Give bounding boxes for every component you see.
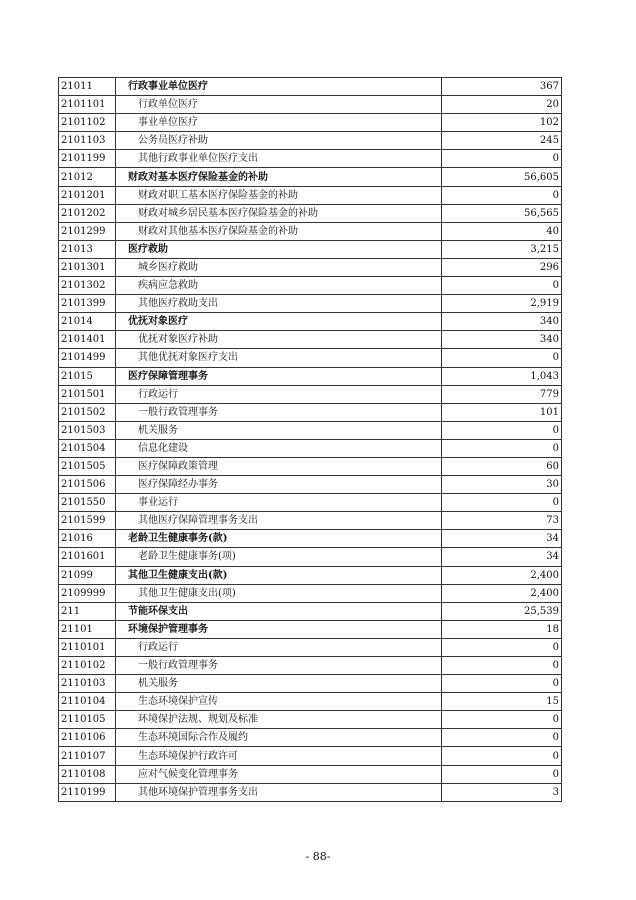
code-cell: 2101506 bbox=[59, 476, 116, 494]
table-row bbox=[59, 313, 562, 331]
name-cell: 财政对职工基本医疗保险基金的补助 bbox=[116, 186, 442, 204]
name-cell: 一般行政管理事务 bbox=[116, 657, 442, 675]
table-row bbox=[59, 295, 562, 313]
code-cell: 2101299 bbox=[59, 222, 116, 240]
amount-cell: 0 bbox=[442, 675, 562, 693]
code-cell: 21099 bbox=[59, 566, 116, 584]
name-cell: 其他优抚对象医疗支出 bbox=[116, 349, 442, 367]
table-row bbox=[59, 421, 562, 439]
amount-cell: 15 bbox=[442, 693, 562, 711]
code-cell: 21013 bbox=[59, 240, 116, 258]
table-row bbox=[59, 258, 562, 276]
code-cell: 21011 bbox=[59, 78, 116, 96]
name-cell: 行政单位医疗 bbox=[116, 96, 442, 114]
name-cell: 环境保护管理事务 bbox=[116, 620, 442, 638]
code-cell: 2101503 bbox=[59, 421, 116, 439]
amount-cell: 3,215 bbox=[442, 240, 562, 258]
table-row bbox=[59, 385, 562, 403]
name-cell: 信息化建设 bbox=[116, 439, 442, 457]
amount-cell: 779 bbox=[442, 385, 562, 403]
table-row bbox=[59, 96, 562, 114]
amount-cell: 0 bbox=[442, 186, 562, 204]
name-cell: 一般行政管理事务 bbox=[116, 403, 442, 421]
code-cell: 2101101 bbox=[59, 96, 116, 114]
code-cell: 21016 bbox=[59, 530, 116, 548]
table-row bbox=[59, 168, 562, 186]
amount-cell: 3 bbox=[442, 783, 562, 801]
amount-cell: 367 bbox=[442, 78, 562, 96]
amount-cell: 34 bbox=[442, 548, 562, 566]
name-cell: 节能环保支出 bbox=[116, 602, 442, 620]
code-cell: 2101301 bbox=[59, 258, 116, 276]
table-row bbox=[59, 150, 562, 168]
name-cell: 行政运行 bbox=[116, 385, 442, 403]
name-cell: 应对气候变化管理事务 bbox=[116, 765, 442, 783]
name-cell: 医疗保障经办事务 bbox=[116, 476, 442, 494]
name-cell: 优抚对象医疗补助 bbox=[116, 331, 442, 349]
table-row bbox=[59, 494, 562, 512]
table-row bbox=[59, 675, 562, 693]
table-row bbox=[59, 566, 562, 584]
amount-cell: 0 bbox=[442, 150, 562, 168]
code-cell: 2101499 bbox=[59, 349, 116, 367]
table-row bbox=[59, 403, 562, 421]
amount-cell: 2,400 bbox=[442, 566, 562, 584]
amount-cell: 73 bbox=[442, 512, 562, 530]
table-row bbox=[59, 78, 562, 96]
name-cell: 事业运行 bbox=[116, 494, 442, 512]
amount-cell: 0 bbox=[442, 729, 562, 747]
name-cell: 机关服务 bbox=[116, 675, 442, 693]
name-cell: 疾病应急救助 bbox=[116, 277, 442, 295]
name-cell: 医疗保障政策管理 bbox=[116, 457, 442, 475]
table-row bbox=[59, 693, 562, 711]
amount-cell: 40 bbox=[442, 222, 562, 240]
amount-cell: 2,919 bbox=[442, 295, 562, 313]
code-cell: 2110103 bbox=[59, 675, 116, 693]
code-cell: 2110107 bbox=[59, 747, 116, 765]
code-cell: 2101505 bbox=[59, 457, 116, 475]
name-cell: 医疗救助 bbox=[116, 240, 442, 258]
amount-cell: 101 bbox=[442, 403, 562, 421]
amount-cell: 340 bbox=[442, 331, 562, 349]
amount-cell: 0 bbox=[442, 638, 562, 656]
code-cell: 2110101 bbox=[59, 638, 116, 656]
amount-cell: 296 bbox=[442, 258, 562, 276]
table-row bbox=[59, 747, 562, 765]
code-cell: 2110108 bbox=[59, 765, 116, 783]
name-cell: 优抚对象医疗 bbox=[116, 313, 442, 331]
name-cell: 公务员医疗补助 bbox=[116, 132, 442, 150]
code-cell: 2110199 bbox=[59, 783, 116, 801]
code-cell: 21012 bbox=[59, 168, 116, 186]
amount-cell: 245 bbox=[442, 132, 562, 150]
budget-table-body bbox=[59, 78, 562, 802]
table-row bbox=[59, 512, 562, 530]
amount-cell: 34 bbox=[442, 530, 562, 548]
code-cell: 2101550 bbox=[59, 494, 116, 512]
table-row bbox=[59, 114, 562, 132]
code-cell: 21014 bbox=[59, 313, 116, 331]
name-cell: 行政运行 bbox=[116, 638, 442, 656]
name-cell: 老龄卫生健康事务(项) bbox=[116, 548, 442, 566]
table-row bbox=[59, 277, 562, 295]
code-cell: 2101501 bbox=[59, 385, 116, 403]
code-cell: 2101199 bbox=[59, 150, 116, 168]
name-cell: 老龄卫生健康事务(款) bbox=[116, 530, 442, 548]
amount-cell: 0 bbox=[442, 349, 562, 367]
code-cell: 2101599 bbox=[59, 512, 116, 530]
table-row bbox=[59, 548, 562, 566]
table-row bbox=[59, 367, 562, 385]
name-cell: 生态环境保护行政许可 bbox=[116, 747, 442, 765]
code-cell: 211 bbox=[59, 602, 116, 620]
amount-cell: 56,565 bbox=[442, 204, 562, 222]
table-row bbox=[59, 457, 562, 475]
table-row bbox=[59, 783, 562, 801]
code-cell: 2110106 bbox=[59, 729, 116, 747]
code-cell: 2101399 bbox=[59, 295, 116, 313]
amount-cell: 60 bbox=[442, 457, 562, 475]
code-cell: 2101103 bbox=[59, 132, 116, 150]
table-row bbox=[59, 240, 562, 258]
amount-cell: 0 bbox=[442, 711, 562, 729]
name-cell: 环境保护法规、规划及标准 bbox=[116, 711, 442, 729]
table-row bbox=[59, 620, 562, 638]
amount-cell: 30 bbox=[442, 476, 562, 494]
name-cell: 财政对城乡居民基本医疗保险基金的补助 bbox=[116, 204, 442, 222]
code-cell: 2101201 bbox=[59, 186, 116, 204]
code-cell: 2110105 bbox=[59, 711, 116, 729]
name-cell: 事业单位医疗 bbox=[116, 114, 442, 132]
code-cell: 2110102 bbox=[59, 657, 116, 675]
name-cell: 其他卫生健康支出(项) bbox=[116, 584, 442, 602]
amount-cell: 0 bbox=[442, 277, 562, 295]
name-cell: 生态环境国际合作及履约 bbox=[116, 729, 442, 747]
table-row bbox=[59, 584, 562, 602]
amount-cell: 102 bbox=[442, 114, 562, 132]
code-cell: 2101302 bbox=[59, 277, 116, 295]
table-row bbox=[59, 186, 562, 204]
name-cell: 行政事业单位医疗 bbox=[116, 78, 442, 96]
table-row bbox=[59, 530, 562, 548]
table-row bbox=[59, 439, 562, 457]
code-cell: 2101601 bbox=[59, 548, 116, 566]
name-cell: 财政对基本医疗保险基金的补助 bbox=[116, 168, 442, 186]
table-row bbox=[59, 222, 562, 240]
name-cell: 城乡医疗救助 bbox=[116, 258, 442, 276]
amount-cell: 25,539 bbox=[442, 602, 562, 620]
code-cell: 2101502 bbox=[59, 403, 116, 421]
code-cell: 2101102 bbox=[59, 114, 116, 132]
page-number: - 88- bbox=[305, 850, 331, 863]
amount-cell: 20 bbox=[442, 96, 562, 114]
budget-table bbox=[58, 77, 562, 802]
name-cell: 其他环境保护管理事务支出 bbox=[116, 783, 442, 801]
amount-cell: 56,605 bbox=[442, 168, 562, 186]
amount-cell: 1,043 bbox=[442, 367, 562, 385]
name-cell: 其他医疗救助支出 bbox=[116, 295, 442, 313]
name-cell: 机关服务 bbox=[116, 421, 442, 439]
table-row bbox=[59, 765, 562, 783]
code-cell: 2110104 bbox=[59, 693, 116, 711]
amount-cell: 340 bbox=[442, 313, 562, 331]
amount-cell: 18 bbox=[442, 620, 562, 638]
amount-cell: 0 bbox=[442, 421, 562, 439]
name-cell: 其他行政事业单位医疗支出 bbox=[116, 150, 442, 168]
name-cell: 财政对其他基本医疗保险基金的补助 bbox=[116, 222, 442, 240]
amount-cell: 0 bbox=[442, 765, 562, 783]
name-cell: 其他卫生健康支出(款) bbox=[116, 566, 442, 584]
code-cell: 2101401 bbox=[59, 331, 116, 349]
amount-cell: 0 bbox=[442, 747, 562, 765]
amount-cell: 0 bbox=[442, 439, 562, 457]
amount-cell: 2,400 bbox=[442, 584, 562, 602]
table-row bbox=[59, 331, 562, 349]
amount-cell: 0 bbox=[442, 494, 562, 512]
table-row bbox=[59, 711, 562, 729]
code-cell: 2101504 bbox=[59, 439, 116, 457]
table-row bbox=[59, 204, 562, 222]
amount-cell: 0 bbox=[442, 657, 562, 675]
table-row bbox=[59, 638, 562, 656]
code-cell: 2109999 bbox=[59, 584, 116, 602]
name-cell: 医疗保障管理事务 bbox=[116, 367, 442, 385]
table-row bbox=[59, 349, 562, 367]
table-row bbox=[59, 657, 562, 675]
table-row bbox=[59, 132, 562, 150]
table-row bbox=[59, 602, 562, 620]
code-cell: 21101 bbox=[59, 620, 116, 638]
name-cell: 其他医疗保障管理事务支出 bbox=[116, 512, 442, 530]
code-cell: 21015 bbox=[59, 367, 116, 385]
table-row bbox=[59, 476, 562, 494]
table-row bbox=[59, 729, 562, 747]
code-cell: 2101202 bbox=[59, 204, 116, 222]
name-cell: 生态环境保护宣传 bbox=[116, 693, 442, 711]
